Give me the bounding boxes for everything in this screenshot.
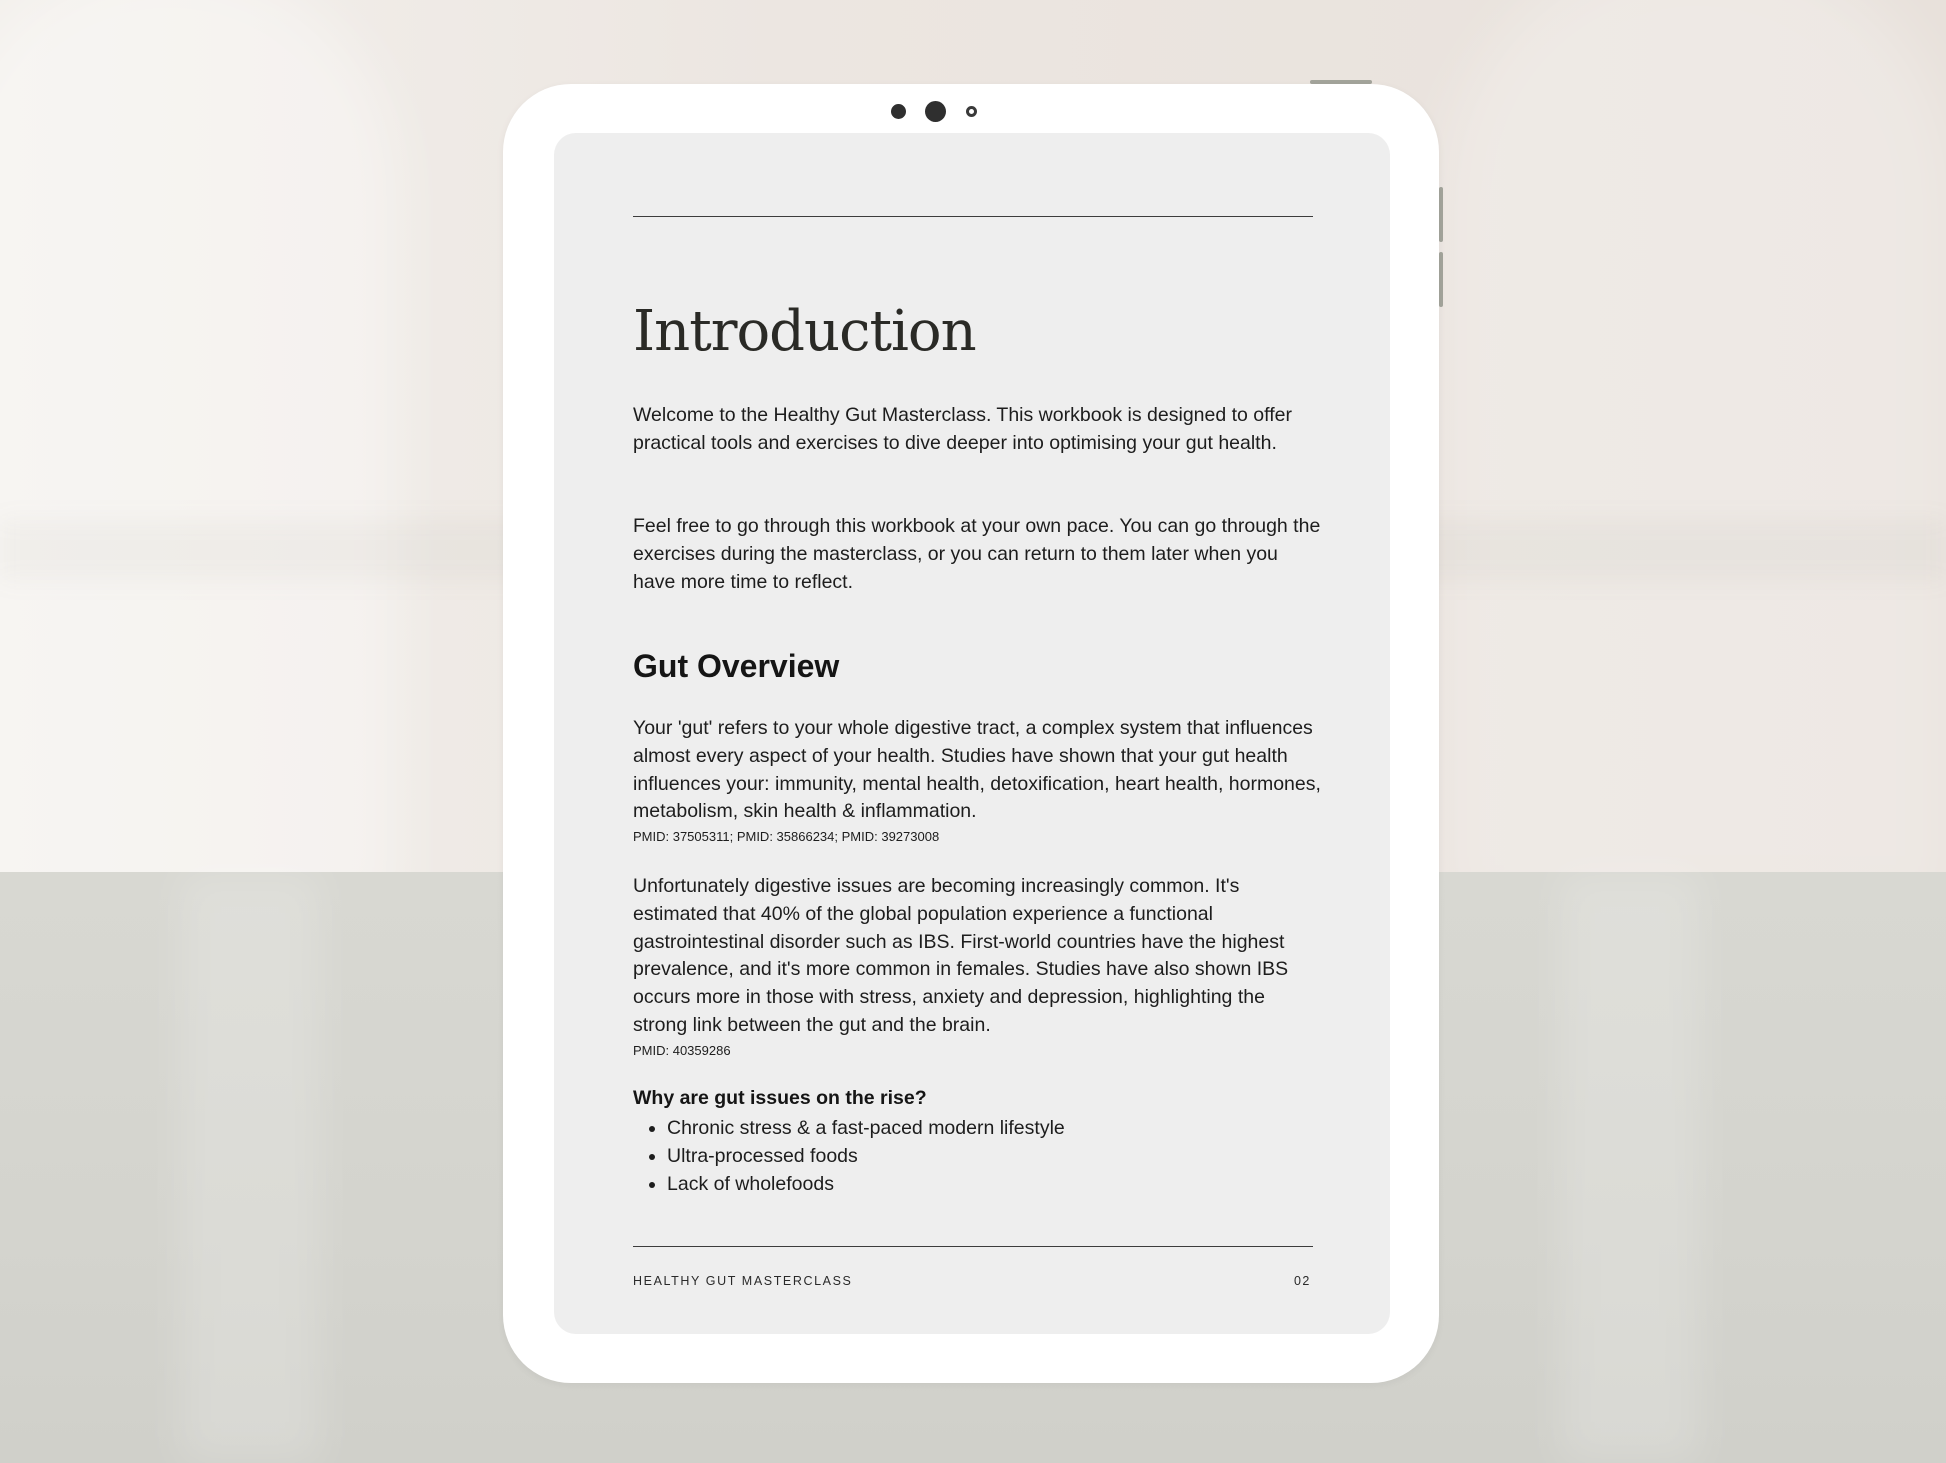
overview-paragraph: Your 'gut' refers to your whole digestive tract, a complex system that influences almost every aspect of your health. Studies have shown that your gut health influences your: immunity, mental health, detoxification, heart health, hormones, metabolism, skin health & inflammation. <box>633 717 1321 823</box>
footer-title: HEALTHY GUT MASTERCLASS <box>633 1274 853 1288</box>
floor-light-stripe <box>1560 872 1700 1463</box>
issues-paragraph: Unfortunately digestive issues are becoming increasingly common. It's estimated that 40% of the global population experience a functional gastrointestinal disorder such as IBS. First-world countries have the highest prevalence, and it's more common in females. Studies have also shown IBS occurs more in those with stress, anxiety and depression, highlighting the strong link between the gut and the brain. <box>633 875 1289 1036</box>
section-heading: Gut Overview <box>633 648 840 684</box>
intro-paragraph-2: Feel free to go through this workbook at your own pace. You can go through the exercises during the masterclass, or you can return to them later when you have more time to reflect. <box>633 515 1321 593</box>
issues-citation: PMID: 40359286 <box>633 1043 731 1058</box>
question-heading: Why are gut issues on the rise? <box>633 1087 927 1109</box>
camera-sensor-icon <box>891 104 906 119</box>
page-number: 02 <box>1294 1274 1311 1288</box>
light-sensor-icon <box>966 106 977 117</box>
overview-citation: PMID: 37505311; PMID: 35866234; PMID: 39273008 <box>633 829 940 844</box>
page-title: Introduction <box>633 299 976 364</box>
tablet-volume-up-button <box>1439 187 1443 242</box>
window-light-right <box>1440 0 1946 920</box>
tablet-volume-down-button <box>1439 252 1443 307</box>
document-page <box>554 133 1390 1334</box>
window-light-left <box>0 0 400 920</box>
footer-divider <box>633 1246 1313 1247</box>
list-item: • Ultra-processed foods <box>667 1143 1065 1171</box>
intro-paragraph-1: Welcome to the Healthy Gut Masterclass. This workbook is designed to offer practical tools and exercises to dive deeper into optimising your gut health. <box>633 404 1292 454</box>
reasons-list <box>633 1115 1065 1198</box>
list-item: • Lack of wholefoods <box>667 1171 1065 1199</box>
top-divider <box>633 216 1313 217</box>
front-camera-icon <box>925 101 946 122</box>
list-item: • Chronic stress & a fast-paced modern lifestyle <box>667 1115 1065 1143</box>
floor-light-stripe <box>180 872 320 1463</box>
